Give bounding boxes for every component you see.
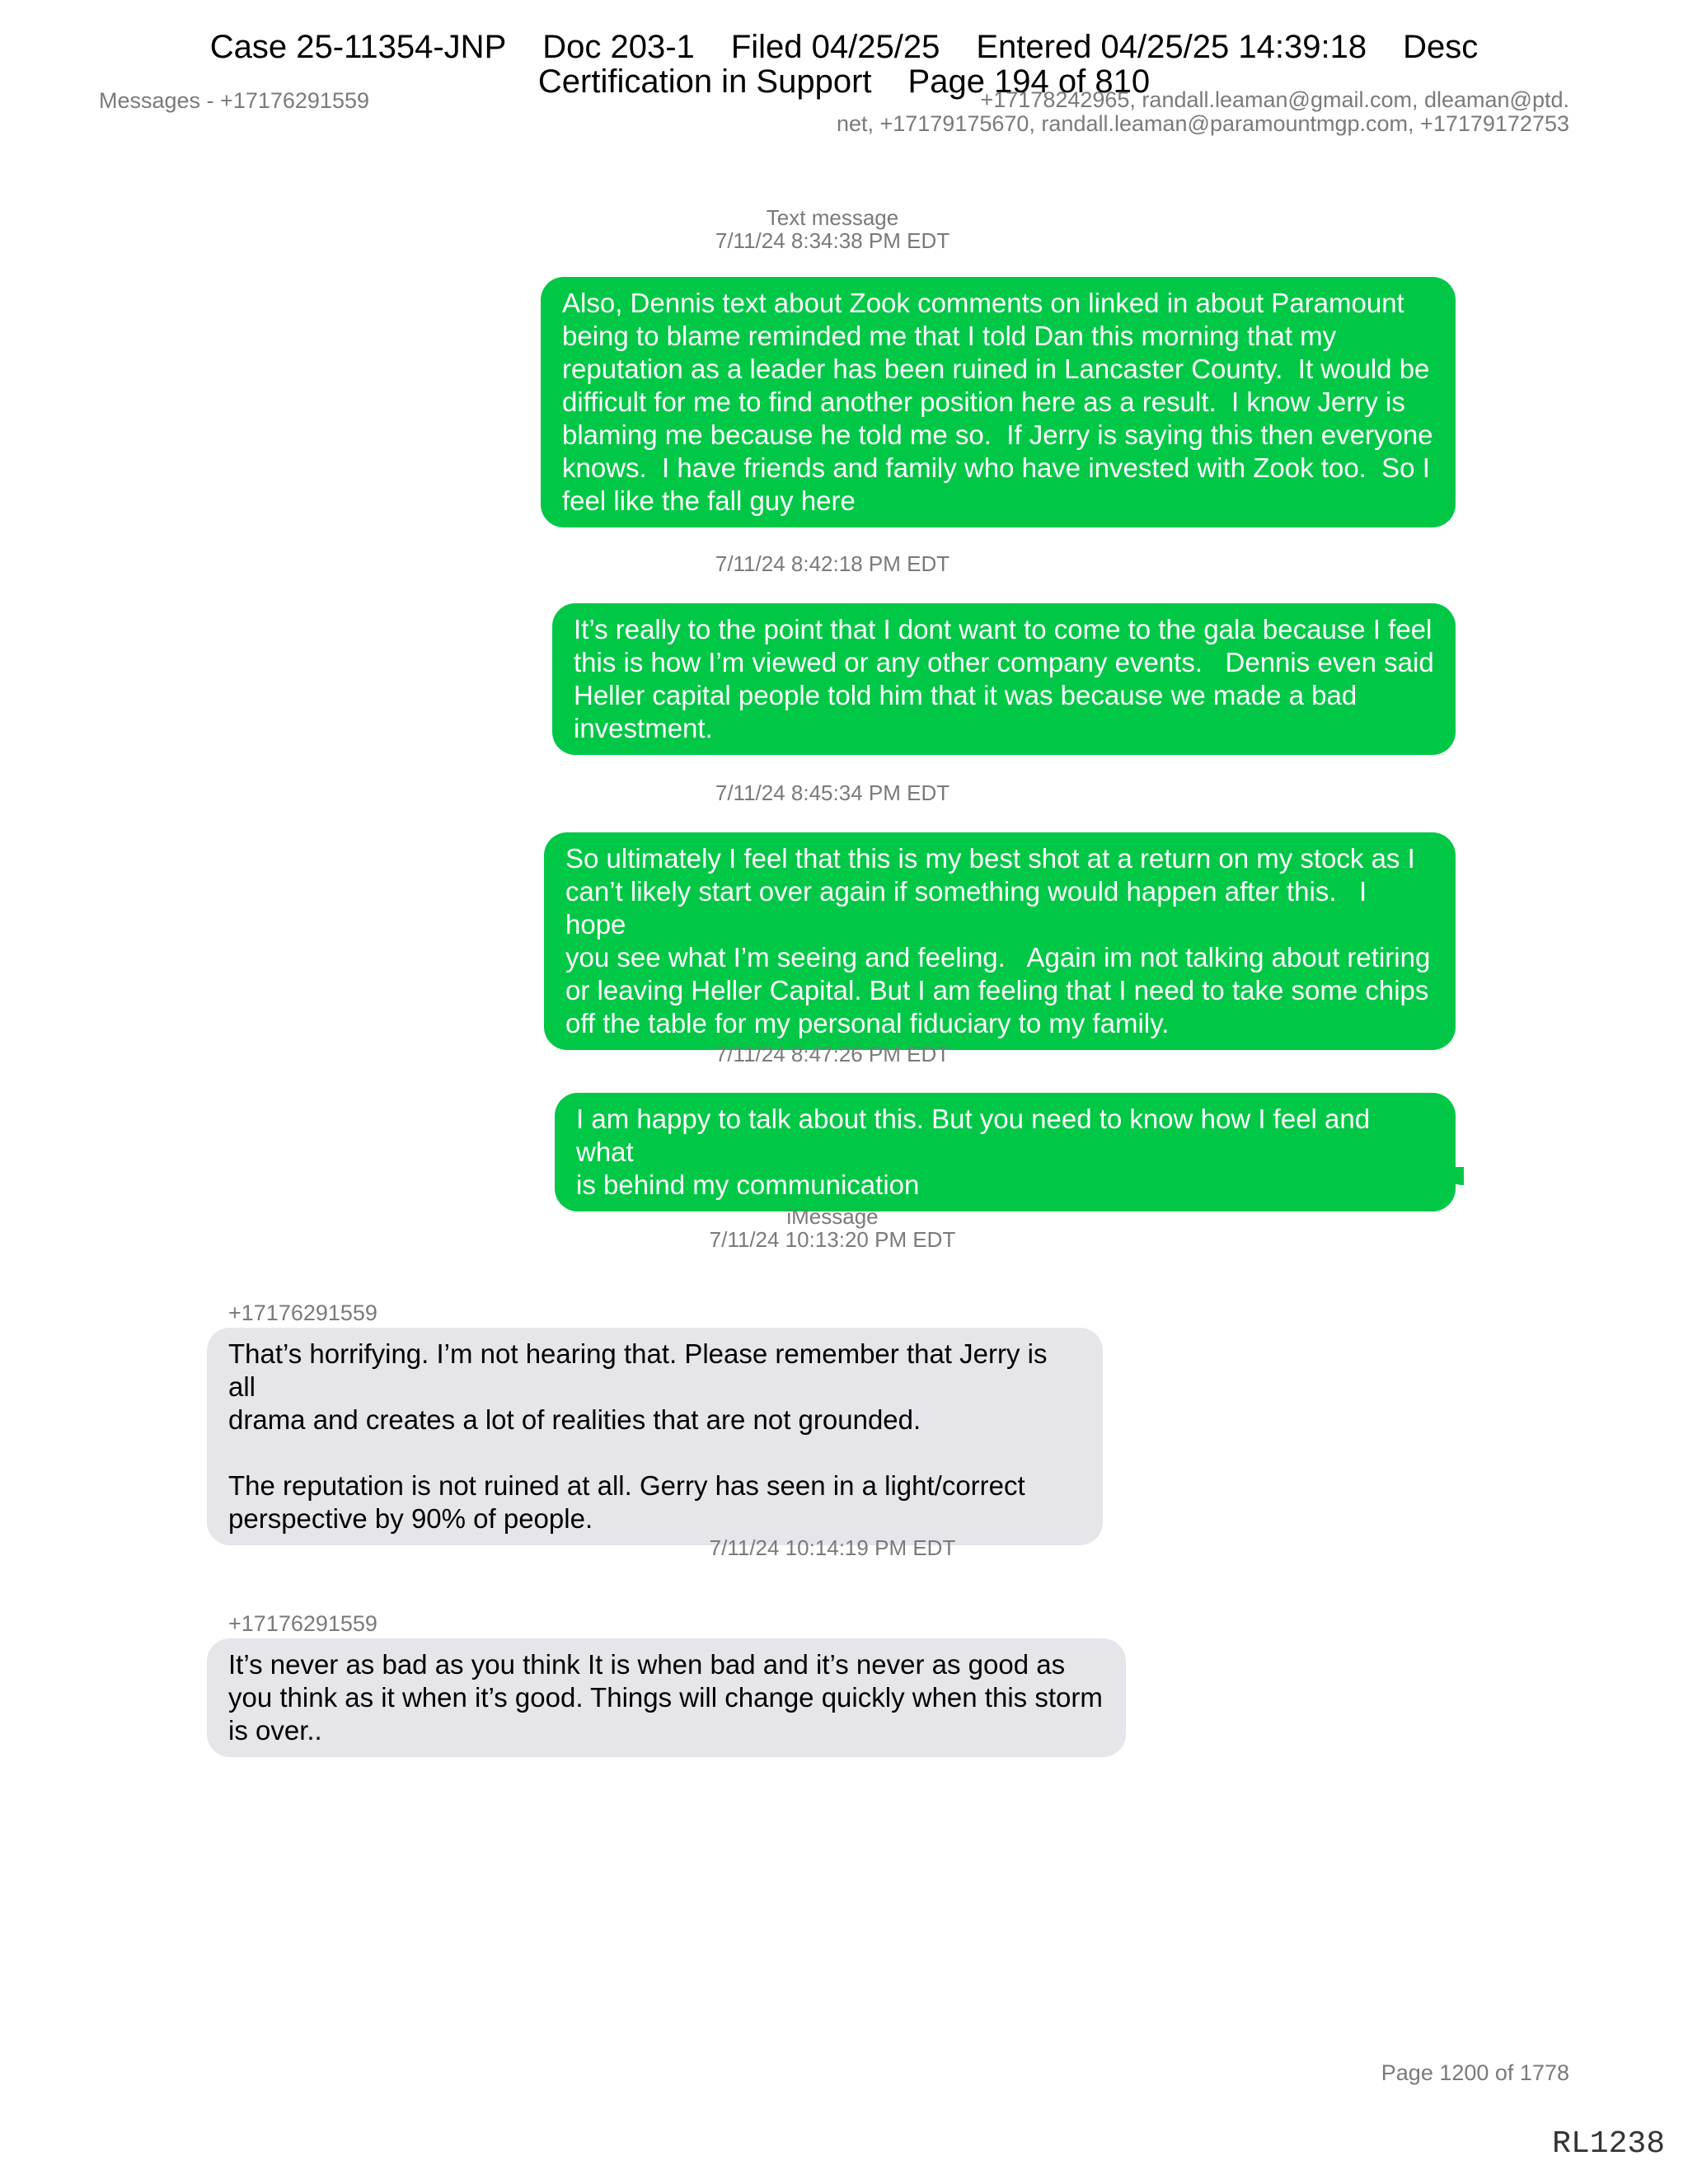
message-timestamp: 7/11/24 8:34:38 PM EDT	[715, 228, 950, 253]
message-meta	[585, 206, 1080, 252]
message-timestamp: 7/11/24 8:42:18 PM EDT	[715, 551, 950, 576]
court-header-line-1	[0, 30, 1688, 64]
participants-line-2: net, +17179175670, randall.leaman@paramountmgp.com, +17179172753	[836, 111, 1569, 136]
desc-label: Desc	[1403, 29, 1479, 65]
case-number: Case 25-11354-JNP	[209, 29, 507, 65]
message-timestamp: 7/11/24 10:14:19 PM EDT	[709, 1535, 956, 1560]
service-label: iMessage	[786, 1204, 879, 1229]
filed-date: Filed 04/25/25	[730, 29, 940, 65]
conversation-title: Messages - +17176291559	[99, 88, 369, 113]
document-description: Certification in Support	[537, 63, 872, 100]
sender-name: +17176291559	[228, 1611, 377, 1636]
sent-message-bubble: Also, Dennis text about Zook comments on linked in about Paramount being to blame reminded me that I told Dan this morning that my reputation as a leader has been ruined in Lancaster County. It would be difficult for me to find another position here as a result. I know Jerry is blaming me because he told me so. If Jerry is saying this then everyone knows. I have friends and family who have invested with Zook too. So I feel like the fall guy here	[541, 277, 1456, 527]
service-label: Text message	[766, 205, 899, 230]
sent-message-bubble: I am happy to talk about this. But you need to know how I feel and what is behind my communication	[555, 1093, 1456, 1212]
message-meta	[585, 1205, 1080, 1251]
filing-page-number: Page 194 of 810	[907, 63, 1151, 100]
sent-message-bubble: So ultimately I feel that this is my best shot at a return on my stock as I can’t likely start over again if something would happen after this. I hope you see what I’m seeing and feeling. Again im not talking about retiring or leaving Heller Capital. But I am feeling that I need to take some chips off the table for my personal fiduciary to my family.	[544, 832, 1456, 1050]
participants-list	[745, 88, 1569, 136]
participants-line-1: +17178242965, randall.leaman@gmail.com, dleaman@ptd.	[980, 87, 1569, 112]
export-page-number: Page 1200 of 1778	[1381, 2060, 1569, 2085]
message-timestamp: 7/11/24 8:47:26 PM EDT	[715, 1042, 950, 1066]
message-timestamp: 7/11/24 10:13:20 PM EDT	[709, 1227, 956, 1252]
received-message-bubble: That’s horrifying. I’m not hearing that. Please remember that Jerry is all drama and creates a lot of realities that are not grounded. The reputation is not ruined at all. Gerry has seen in a light/correct perspective by 90% of people.	[207, 1328, 1103, 1545]
message-timestamp: 7/11/24 8:45:34 PM EDT	[715, 780, 950, 805]
doc-number: Doc 203-1	[542, 29, 695, 65]
sent-message-bubble: It’s really to the point that I dont want to come to the gala because I feel this is how I’m viewed or any other company events. Dennis even said Heller capital people told him that it was because we made a bad investment.	[552, 603, 1456, 755]
received-message-bubble: It’s never as bad as you think It is when bad and it’s never as good as you think as it when it’s good. Things will change quickly when this storm is over..	[207, 1638, 1126, 1757]
entered-date: Entered 04/25/25 14:39:18	[976, 29, 1367, 65]
bates-number: RL1238	[1552, 2126, 1665, 2162]
sender-name: +17176291559	[228, 1301, 377, 1325]
